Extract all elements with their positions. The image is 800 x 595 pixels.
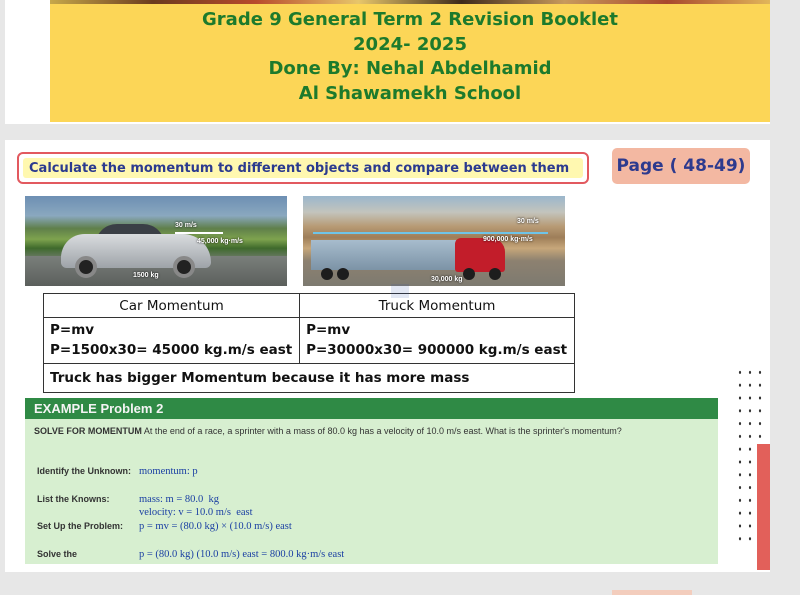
truck-wheel	[489, 268, 501, 280]
row-value: momentum: p	[139, 466, 198, 477]
example-statement	[34, 425, 709, 437]
momentum-table	[43, 293, 575, 393]
truck-momentum-cell	[300, 318, 575, 364]
side-accent-bar	[757, 444, 770, 570]
school-year: 2024- 2025	[353, 33, 467, 55]
statement-text: At the end of a race, a sprinter with a mass of 80.0 kg has a velocity of 10.0 m/s east. What is the sprinter's momentum?	[143, 426, 622, 436]
truck-wheel	[463, 268, 475, 280]
car-wheel	[173, 256, 195, 278]
velocity-arrow	[175, 232, 223, 234]
booklet-title: Grade 9 General Term 2 Revision Booklet	[202, 9, 618, 30]
row-value: p = (80.0 kg) (10.0 m/s) east = 800.0 kg·m/s east	[139, 549, 345, 560]
truck-speed-label: 30 m/s	[517, 218, 539, 225]
truck-cab	[455, 238, 505, 272]
row-value: p = mv = (80.0 kg) × (10.0 m/s) east	[139, 521, 292, 532]
statement-heading: SOLVE FOR MOMENTUM	[34, 426, 142, 436]
task-box	[17, 152, 589, 184]
velocity-arrow	[313, 232, 548, 234]
car-momentum-label: 45,000 kg·m/s	[197, 238, 243, 245]
row-label: Identify the Unknown:	[37, 466, 131, 476]
car-momentum-header: Car Momentum	[44, 294, 300, 318]
row-value: mass: m = 80.0 kg velocity: v = 10.0 m/s east	[139, 494, 253, 518]
truck-calculation: P=30000x30= 900000 kg.m/s east	[306, 342, 568, 358]
task-text: Calculate the momentum to different objects and compare between them	[23, 158, 583, 178]
truck-wheel	[321, 268, 333, 280]
conclusion: Truck has bigger Momentum because it has more mass	[44, 364, 575, 393]
example-problem-box	[25, 398, 718, 564]
car-mass-label: 1500 kg	[133, 272, 159, 279]
watermark-logo	[343, 284, 457, 324]
truck-momentum-label: 900,000 kg·m/s	[483, 236, 533, 243]
truck-photo	[303, 196, 565, 286]
cover-title-block	[50, 4, 770, 122]
car-momentum-cell	[44, 318, 300, 364]
author: Done By: Nehal Abdelhamid	[268, 58, 552, 79]
row-label: Solve the	[37, 549, 78, 559]
row-label: List the Knowns:	[37, 494, 110, 504]
row-label: Set Up the Problem:	[37, 521, 124, 531]
school-name: Al Shawamekh School	[298, 82, 522, 104]
truck-momentum-header: Truck Momentum	[300, 294, 575, 318]
next-page-edge	[612, 590, 692, 595]
example-title: EXAMPLE Problem 2	[25, 398, 718, 419]
truck-mass-label: 30,000 kg	[431, 276, 463, 283]
cover-page	[5, 0, 770, 124]
page-reference: Page ( 48-49)	[612, 148, 750, 184]
car-calculation: P=1500x30= 45000 kg.m/s east	[50, 342, 293, 358]
car-wheel	[75, 256, 97, 278]
car-photo	[25, 196, 287, 286]
truck-formula: P=mv	[306, 322, 351, 338]
car-speed-label: 30 m/s	[175, 222, 197, 229]
truck-wheel	[337, 268, 349, 280]
momentum-page	[5, 140, 770, 572]
car-formula: P=mv	[50, 322, 95, 338]
truck-trailer	[311, 240, 456, 270]
